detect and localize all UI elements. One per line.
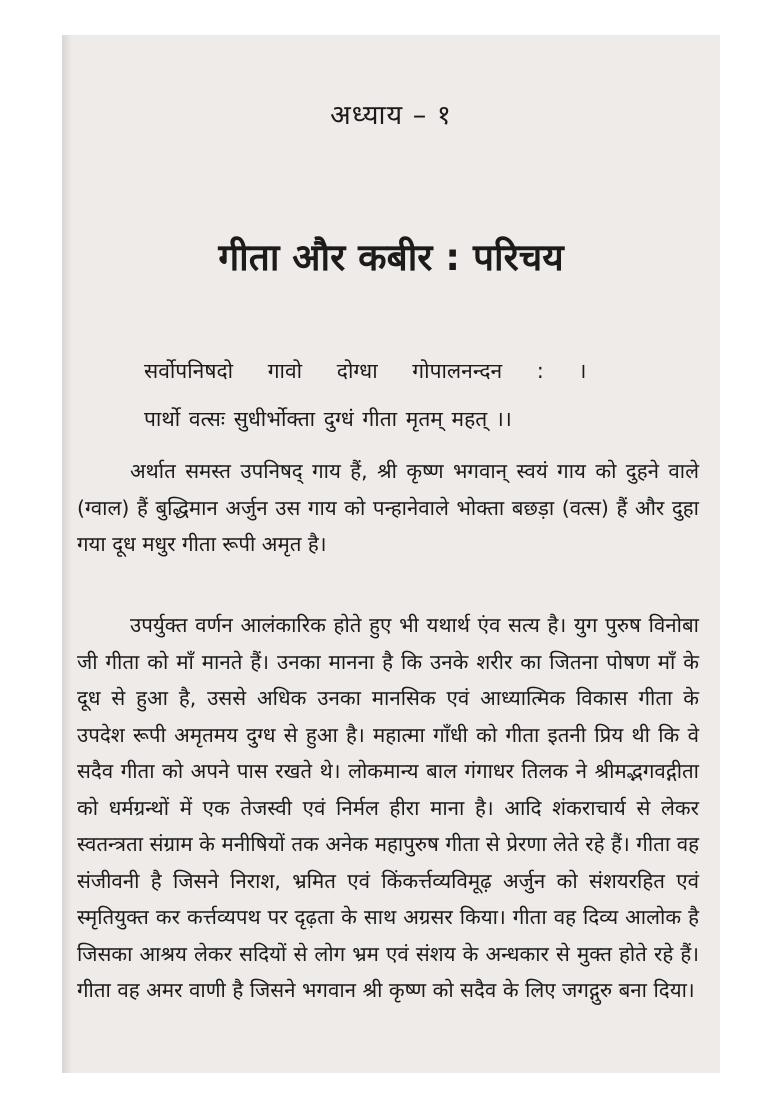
chapter-heading: अध्याय – १ xyxy=(330,100,452,131)
page-title: गीता और कबीर : परिचय xyxy=(218,236,564,279)
paragraph-2: उपर्युक्त वर्णन आलंकारिक होते हुए भी यथार्थ एंव सत्य है। युग पुरुष विनोबा जी गीता को माँ मानते हैं। उनका मानना है कि उनके शरीर का जितना पोषण माँ के दूध से हुआ है, उससे अधिक उनका मानसिक एवं आध्यात्मिक विकास गीता के उपदेश रूपी अमृतमय दुग्ध से हुआ है। महात्मा गाँधी को गीता इतनी प्रिय थी कि वे सदैव गीता को अपने पास रखते थे। लोकमान्य बाल गंगाधर तिलक ने श्रीमद्भगवद्गीता को धर्मग्रन्थों में एक तेजस्वी एवं निर्मल हीरा माना है। आदि शंकराचार्य से लेकर स्वतन्त्रता संग्राम के मनीषियों तक अनेक महापुरुष गीता से प्रेरणा लेते रहे हैं। गीता वह संजीवनी है जिसने निराश, भ्रमित एवं किंकर्त्तव्यविमूढ़ अर्जुन को संशयरहित एवं स्मृतियुक्त कर कर्त्तव्यपथ पर दृढ़ता के साथ अग्रसर किया। गीता वह दिव्य आलोक है जिसका आश्रय लेकर सदियों से लोग भ्रम एवं संशय के अन्धकार से मुक्त होते रहे हैं। गीता वह अमर वाणी है जिसने भगवान श्री कृष्ण को सदैव के लिए जगद्गुरु बना दिया। xyxy=(77,613,699,1002)
verse-line-1: सर्वोपनिषदो गावो दोग्धा गोपालनन्दन : । xyxy=(144,359,587,383)
paragraph-1: अर्थात समस्त उपनिषद् गाय हैं, श्री कृष्ण भगवान् स्वयं गाय को दुहने वाले (ग्वाल) हैं बुद्धिमान अर्जुन उस गाय को पन्हानेवाले भोक्ता बछड़ा (वत्स) हैं और दुहा गया दूध मधुर गीता रूपी अमृत है। xyxy=(77,459,699,556)
verse-line-2: पार्थो वत्सः सुधीर्भोक्ता दुग्धं गीता मृतम् महत् ।। xyxy=(144,407,512,431)
page-binding-shadow xyxy=(62,35,72,1073)
book-page xyxy=(62,35,720,1073)
